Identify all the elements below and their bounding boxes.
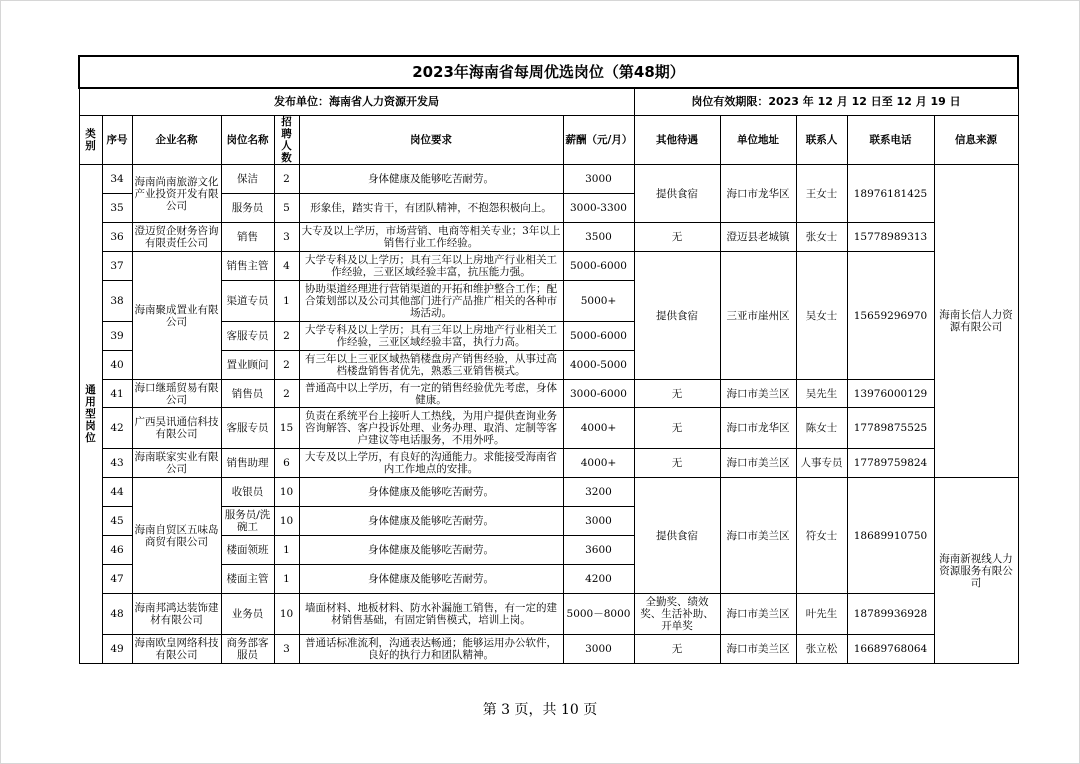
category-cell: 通用型岗位 <box>79 165 102 664</box>
salary: 3500 <box>563 223 634 252</box>
header-company: 企业名称 <box>132 116 221 165</box>
salary: 3000-6000 <box>563 380 634 408</box>
header-no: 序号 <box>102 116 132 165</box>
salary: 5000－8000 <box>563 594 634 635</box>
requirements: 身体健康及能够吃苦耐劳。 <box>299 507 563 536</box>
salary: 3000 <box>563 507 634 536</box>
requirements: 普通高中以上学历，有一定的销售经验优先考虑，身体健康。 <box>299 380 563 408</box>
contact: 符女士 <box>796 478 847 594</box>
hire-count: 10 <box>274 507 299 536</box>
address: 海口市龙华区 <box>720 408 796 449</box>
table-row <box>79 594 1018 635</box>
benefits: 提供食宿 <box>634 165 720 223</box>
row-no: 47 <box>102 565 132 594</box>
company-name: 广西昊讯通信科技有限公司 <box>132 408 221 449</box>
row-no: 44 <box>102 478 132 507</box>
requirements: 大学专科及以上学历；具有三年以上房地产行业相关工作经验，三亚区域经验丰富，执行力高。 <box>299 322 563 351</box>
salary: 4200 <box>563 565 634 594</box>
requirements: 身体健康及能够吃苦耐劳。 <box>299 536 563 565</box>
benefits: 无 <box>634 449 720 478</box>
position-name: 商务部客服员 <box>221 635 274 664</box>
table-row <box>79 478 1018 507</box>
header-requirements: 岗位要求 <box>299 116 563 165</box>
requirements: 形象佳，踏实肯干，有团队精神，不抱怨积极向上。 <box>299 194 563 223</box>
phone: 13976000129 <box>847 380 934 408</box>
salary: 5000-6000 <box>563 322 634 351</box>
address: 海口市美兰区 <box>720 449 796 478</box>
position-name: 收银员 <box>221 478 274 507</box>
salary: 4000+ <box>563 408 634 449</box>
validity-period: 岗位有效期限：2023 年 12 月 12 日至 12 月 19 日 <box>634 88 1018 116</box>
salary: 3000-3300 <box>563 194 634 223</box>
position-name: 客服专员 <box>221 408 274 449</box>
row-no: 43 <box>102 449 132 478</box>
company-name: 澄迈贸企财务咨询有限责任公司 <box>132 223 221 252</box>
phone: 16689768064 <box>847 635 934 664</box>
address: 海口市龙华区 <box>720 165 796 223</box>
company-name: 海南尚南旅游文化产业投资开发有限公司 <box>132 165 221 223</box>
row-no: 42 <box>102 408 132 449</box>
contact: 吴先生 <box>796 380 847 408</box>
position-name: 服务员/洗碗工 <box>221 507 274 536</box>
salary: 4000-5000 <box>563 351 634 380</box>
publisher: 发布单位：海南省人力资源开发局 <box>79 88 634 116</box>
hire-count: 4 <box>274 252 299 281</box>
contact: 王女士 <box>796 165 847 223</box>
hire-count: 1 <box>274 536 299 565</box>
phone: 18689910750 <box>847 478 934 594</box>
row-no: 39 <box>102 322 132 351</box>
phone: 17789875525 <box>847 408 934 449</box>
row-no: 34 <box>102 165 132 194</box>
row-no: 45 <box>102 507 132 536</box>
page-title: 2023年海南省每周优选岗位（第48期） <box>79 56 1018 88</box>
table-row <box>79 408 1018 449</box>
row-no: 49 <box>102 635 132 664</box>
requirements: 墙面材料、地板材料、防水补漏施工销售，有一定的建材销售基础，有固定销售模式，培训上岗。 <box>299 594 563 635</box>
hire-count: 2 <box>274 322 299 351</box>
phone: 17789759824 <box>847 449 934 478</box>
benefits: 全勤奖、绩效奖、生活补助、开单奖 <box>634 594 720 635</box>
company-name: 海南欧皇网络科技有限公司 <box>132 635 221 664</box>
row-no: 37 <box>102 252 132 281</box>
row-no: 46 <box>102 536 132 565</box>
requirements: 大专及以上学历，有良好的沟通能力。求能接受海南省内工作地点的安排。 <box>299 449 563 478</box>
company-name: 海口继瑶贸易有限公司 <box>132 380 221 408</box>
company-name: 海南聚成置业有限公司 <box>132 252 221 380</box>
table-row <box>79 380 1018 408</box>
salary: 3000 <box>563 165 634 194</box>
benefits: 提供食宿 <box>634 478 720 594</box>
table-row <box>79 165 1018 194</box>
hire-count: 1 <box>274 565 299 594</box>
position-name: 业务员 <box>221 594 274 635</box>
row-no: 41 <box>102 380 132 408</box>
benefits: 提供食宿 <box>634 252 720 380</box>
header-contact: 联系人 <box>796 116 847 165</box>
contact: 吴女士 <box>796 252 847 380</box>
header-benefits: 其他待遇 <box>634 116 720 165</box>
position-name: 置业顾问 <box>221 351 274 380</box>
phone: 18789936928 <box>847 594 934 635</box>
address: 海口市美兰区 <box>720 594 796 635</box>
address: 海口市美兰区 <box>720 380 796 408</box>
phone: 18976181425 <box>847 165 934 223</box>
salary: 3200 <box>563 478 634 507</box>
phone: 15659296970 <box>847 252 934 380</box>
position-name: 销售 <box>221 223 274 252</box>
address: 三亚市崖州区 <box>720 252 796 380</box>
salary: 5000-6000 <box>563 252 634 281</box>
contact: 张女士 <box>796 223 847 252</box>
row-no: 35 <box>102 194 132 223</box>
header-category: 类别 <box>79 116 102 165</box>
benefits: 无 <box>634 408 720 449</box>
hire-count: 10 <box>274 594 299 635</box>
requirements: 大专及以上学历，市场营销、电商等相关专业；3年以上销售行业工作经验。 <box>299 223 563 252</box>
hire-count: 6 <box>274 449 299 478</box>
hire-count: 1 <box>274 281 299 322</box>
salary: 5000+ <box>563 281 634 322</box>
position-name: 销售助理 <box>221 449 274 478</box>
position-name: 服务员 <box>221 194 274 223</box>
benefits: 无 <box>634 380 720 408</box>
salary: 3600 <box>563 536 634 565</box>
header-source: 信息来源 <box>934 116 1018 165</box>
row-no: 38 <box>102 281 132 322</box>
address: 海口市美兰区 <box>720 478 796 594</box>
company-name: 海南联家实业有限公司 <box>132 449 221 478</box>
requirements: 普通话标准流利，沟通表达畅通；能够运用办公软件，良好的执行力和团队精神。 <box>299 635 563 664</box>
requirements: 身体健康及能够吃苦耐劳。 <box>299 565 563 594</box>
hire-count: 3 <box>274 635 299 664</box>
row-no: 36 <box>102 223 132 252</box>
position-name: 销售主管 <box>221 252 274 281</box>
header-address: 单位地址 <box>720 116 796 165</box>
hire-count: 2 <box>274 351 299 380</box>
requirements: 大学专科及以上学历；具有三年以上房地产行业相关工作经验，三亚区域经验丰富，抗压能力强。 <box>299 252 563 281</box>
requirements: 协助渠道经理进行营销渠道的开拓和维护整合工作；配合策划部以及公司其他部门进行产品推广相关的各种市场活动。 <box>299 281 563 322</box>
salary: 4000+ <box>563 449 634 478</box>
header-count: 招聘人数 <box>274 116 299 165</box>
row-no: 40 <box>102 351 132 380</box>
benefits: 无 <box>634 635 720 664</box>
info-source: 海南新视线人力资源服务有限公司 <box>934 478 1018 664</box>
hire-count: 2 <box>274 380 299 408</box>
salary: 3000 <box>563 635 634 664</box>
contact: 人事专员 <box>796 449 847 478</box>
position-name: 客服专员 <box>221 322 274 351</box>
row-no: 48 <box>102 594 132 635</box>
contact: 张立松 <box>796 635 847 664</box>
hire-count: 2 <box>274 165 299 194</box>
page-footer: 第 3 页，共 10 页 <box>482 702 598 718</box>
address: 澄迈县老城镇 <box>720 223 796 252</box>
position-name: 渠道专员 <box>221 281 274 322</box>
hire-count: 10 <box>274 478 299 507</box>
requirements: 身体健康及能够吃苦耐劳。 <box>299 165 563 194</box>
job-table <box>78 55 1019 664</box>
position-name: 销售员 <box>221 380 274 408</box>
table-row <box>79 449 1018 478</box>
hire-count: 5 <box>274 194 299 223</box>
header-salary: 薪酬（元/月） <box>563 116 634 165</box>
position-name: 保洁 <box>221 165 274 194</box>
header-phone: 联系电话 <box>847 116 934 165</box>
table-row <box>79 252 1018 281</box>
position-name: 楼面领班 <box>221 536 274 565</box>
company-name: 海南邦鸿达装饰建材有限公司 <box>132 594 221 635</box>
position-name: 楼面主管 <box>221 565 274 594</box>
contact: 叶先生 <box>796 594 847 635</box>
info-source: 海南长信人力资源有限公司 <box>934 165 1018 478</box>
hire-count: 15 <box>274 408 299 449</box>
requirements: 负责在系统平台上接听人工热线，为用户提供查询业务咨询解答、客户投诉处理、业务办理、取消、定制等客户建议等电话服务，不用外呼。 <box>299 408 563 449</box>
table-row <box>79 635 1018 664</box>
address: 海口市美兰区 <box>720 635 796 664</box>
requirements: 身体健康及能够吃苦耐劳。 <box>299 478 563 507</box>
phone: 15778989313 <box>847 223 934 252</box>
company-name: 海南自贸区五味岛商贸有限公司 <box>132 478 221 594</box>
requirements: 有三年以上三亚区域热销楼盘房产销售经验，从事过高档楼盘销售者优先，熟悉三亚销售模式。 <box>299 351 563 380</box>
benefits: 无 <box>634 223 720 252</box>
contact: 陈女士 <box>796 408 847 449</box>
table-row <box>79 223 1018 252</box>
hire-count: 3 <box>274 223 299 252</box>
header-position: 岗位名称 <box>221 116 274 165</box>
